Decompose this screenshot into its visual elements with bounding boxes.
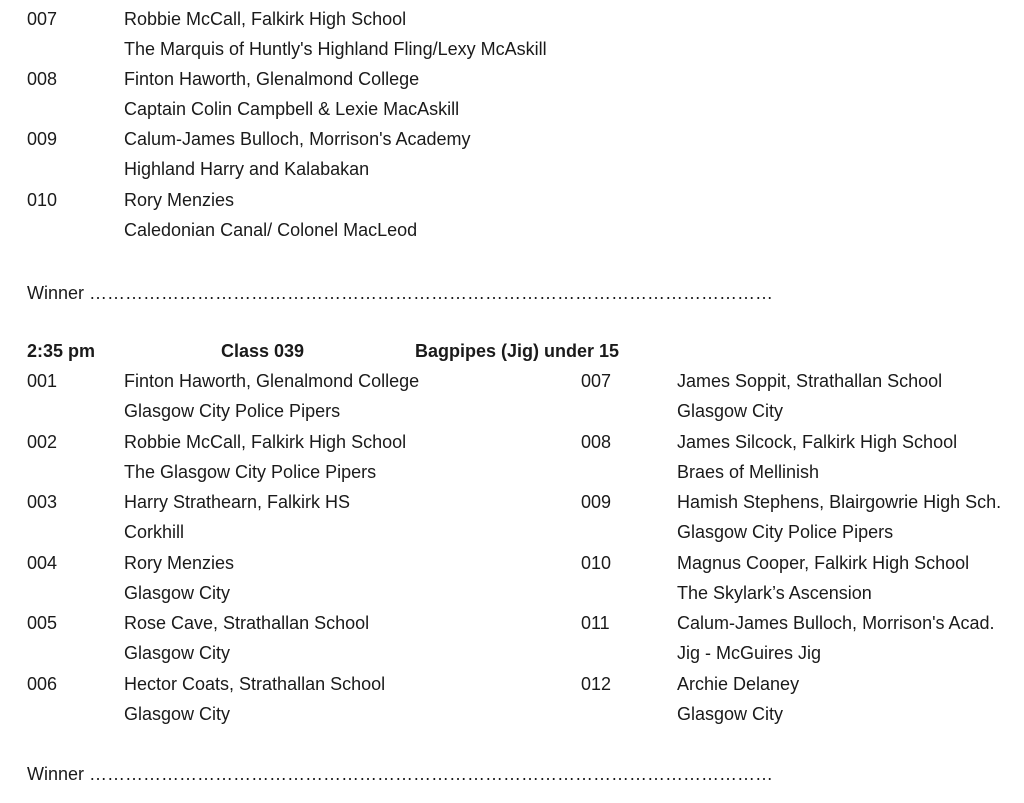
entry-name: Hamish Stephens, Blairgowrie High Sch. — [677, 492, 1002, 512]
entry-number: 003 — [27, 492, 58, 512]
entry-number: 010 — [27, 190, 58, 210]
entry-number: 006 — [27, 674, 58, 694]
entry-name: James Silcock, Falkirk High School — [677, 432, 958, 452]
entry-number: 011 — [581, 613, 610, 633]
entry-tune: Glasgow City — [677, 704, 784, 724]
entry-number: 002 — [27, 432, 58, 452]
entry-tune: Jig - McGuires Jig — [677, 643, 822, 663]
entry-number: 001 — [27, 371, 58, 391]
entry-name: James Soppit, Strathallan School — [677, 371, 943, 391]
entry-tune: Corkhill — [124, 522, 185, 542]
entry-tune: Glasgow City — [124, 583, 231, 603]
entry-number: 009 — [581, 492, 612, 512]
entry-number: 012 — [581, 674, 612, 694]
class-title: Bagpipes (Jig) under 15 — [415, 341, 620, 361]
entry-name: Robbie McCall, Falkirk High School — [124, 432, 407, 452]
entry-number: 007 — [581, 371, 612, 391]
entry-name: Finton Haworth, Glenalmond College — [124, 69, 420, 89]
entry-tune: The Marquis of Huntly's Highland Fling/Lexy McAskill — [124, 39, 547, 59]
entry-number: 004 — [27, 553, 58, 573]
entry-tune: Braes of Mellinish — [677, 462, 820, 482]
entry-number: 008 — [581, 432, 612, 452]
entry-tune: Glasgow City Police Pipers — [124, 401, 341, 421]
entry-tune: Glasgow City — [677, 401, 784, 421]
entry-tune: Glasgow City — [124, 643, 231, 663]
entry-tune: Glasgow City — [124, 704, 231, 724]
class-number: Class 039 — [221, 341, 305, 361]
entry-name: Hector Coats, Strathallan School — [124, 674, 386, 694]
entry-name: Robbie McCall, Falkirk High School — [124, 9, 407, 29]
entry-number: 007 — [27, 9, 58, 29]
entry-tune: The Glasgow City Police Pipers — [124, 462, 377, 482]
entry-name: Rory Menzies — [124, 553, 235, 573]
entry-number: 008 — [27, 69, 58, 89]
entry-name: Calum-James Bulloch, Morrison's Acad. — [677, 613, 995, 633]
entry-name: Harry Strathearn, Falkirk HS — [124, 492, 351, 512]
entry-tune: Highland Harry and Kalabakan — [124, 159, 370, 179]
winner-line: Winner …………………………………………………………………………………………………… — [27, 283, 774, 303]
entry-name: Rose Cave, Strathallan School — [124, 613, 370, 633]
entry-name: Magnus Cooper, Falkirk High School — [677, 553, 970, 573]
entry-tune: Captain Colin Campbell & Lexie MacAskill — [124, 99, 460, 119]
class-time: 2:35 pm — [27, 341, 96, 361]
entry-tune: The Skylark’s Ascension — [677, 583, 872, 603]
winner-line: Winner …………………………………………………………………………………………………… — [27, 764, 774, 784]
entry-number: 009 — [27, 129, 58, 149]
entry-name: Calum-James Bulloch, Morrison's Academy — [124, 129, 471, 149]
entry-name: Archie Delaney — [677, 674, 800, 694]
entry-tune: Caledonian Canal/ Colonel MacLeod — [124, 220, 418, 240]
entry-number: 005 — [27, 613, 58, 633]
entry-tune: Glasgow City Police Pipers — [677, 522, 894, 542]
entry-name: Rory Menzies — [124, 190, 235, 210]
entry-number: 010 — [581, 553, 612, 573]
entry-name: Finton Haworth, Glenalmond College — [124, 371, 420, 391]
